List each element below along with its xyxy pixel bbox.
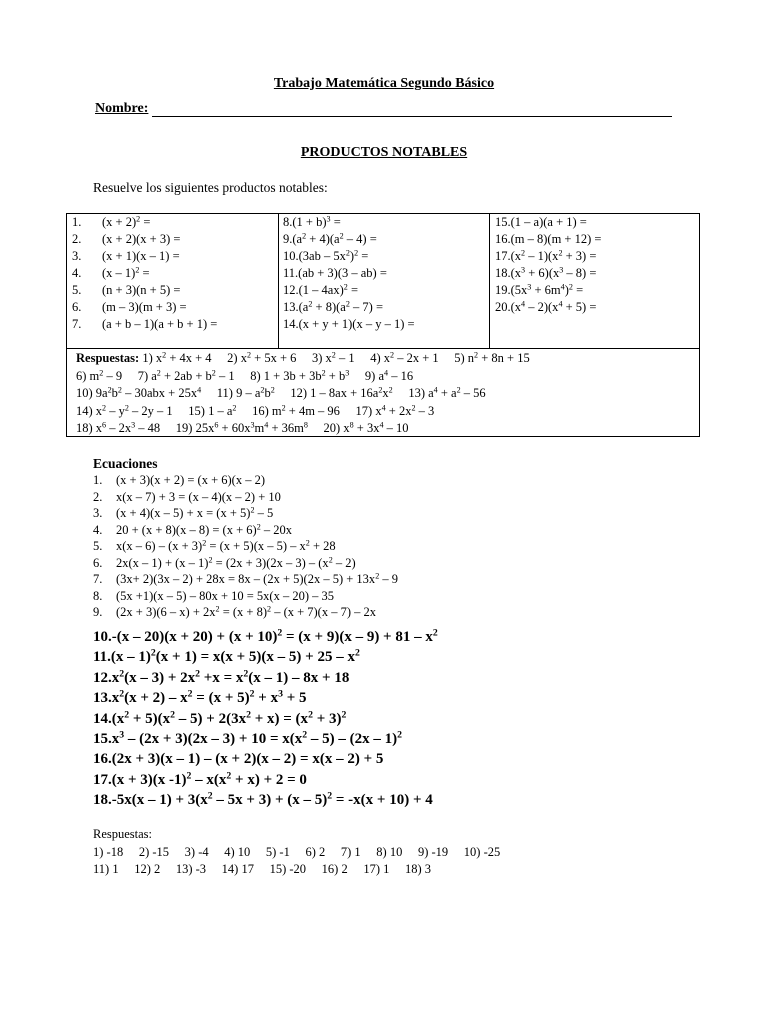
product-item-number: 3. [72,249,82,263]
equation-item-bold: $15.x^3 - (2x + 3)(2x - 3) + 10 = x(x^2 - 5) - (2x - 1)^2$ [93,729,402,748]
answer-text: 14) $x^2 - y^2 - 2y - 1$ 15) $1 - a^2$ 16) $m^2 + 4m - 96$ 17) $x^4 + 2x^2 - 3$ [76,403,435,418]
products-column-1 [67,214,279,348]
product-item-expression: (n + 3)(n + 5) = [102,283,181,297]
equation-item-number: 6. [93,555,103,570]
equation-item [93,588,398,605]
products-column-3 [490,214,699,348]
product-item [283,231,489,248]
equation-item-expression: $2x(x - 1) + (x - 1)^2 = (2x + 3)(2x - 3) - (x^2 - 2)$ [116,555,356,570]
answer-text: 18) $x^6 - 2x^3 - 48$ 19) $25x^6 + 60x^3m^4 + 36m^8$ 20) $x^8 + 3x^4 - 10$ [76,420,409,435]
product-item-expression: $(a^2 + 4)(a^2 - 4)$ = [292,231,377,246]
product-item-expression: $(x + 2)^2$ = [102,214,151,229]
equations-title: Ecuaciones [93,456,158,471]
product-item-expression: (m – 8)(m + 12) = [510,232,602,246]
product-item-number: 6. [72,300,82,314]
product-item [495,282,699,299]
products-table [66,213,700,437]
product-item-expression: $(5x^3 + 6m^4)^2$ = [510,282,584,297]
answer-line [76,350,696,368]
product-item-number: 20. [495,300,511,314]
equation-item-number: 8. [93,588,103,603]
answer-line [76,420,696,438]
equation-item [93,489,398,506]
product-item-number: 1. [72,215,82,229]
equation-item-number: 4. [93,522,103,537]
document-title: Trabajo Matemática Segundo Básico [273,76,495,91]
product-item-number: 9. [283,232,293,246]
product-item [283,214,489,231]
product-item-number: 10. [283,249,299,263]
equation-item-expression: (x + 3)(x + 2) = (x + 6)(x – 2) [116,473,265,487]
product-item-number: 14. [283,317,299,331]
product-item-expression: $(x^4 - 2)(x^4 + 5)$ = [510,299,597,314]
product-item-expression: $(x^2 - 1)(x^2 + 3)$ = [510,248,597,263]
product-item-number: 12. [283,283,299,297]
equations-answers [93,844,500,878]
equation-item-bold: $18.-5x(x - 1) + 3(x^2 - 5x + 3) + (x - 5)^2 = -x(x + 10) + 4$ [93,790,433,809]
product-item [495,299,699,316]
answer-text: 10) $9a^2b^2 - 30abx + 25x^4$ 11) $9 - a^2b^2$ 12) $1 - 8ax + 16a^2x^2$ 13) $a^4 + a^2 - 56$ [76,385,486,400]
product-item-expression: (x – 1)$^2$ = [102,265,150,280]
product-item-number: 17. [495,249,511,263]
product-item-expression: $(a^2 + 8)(a^2 - 7)$ = [298,299,383,314]
product-item-number: 7. [72,317,82,331]
product-item-expression: $(3ab - 5x^2)^2$ = [298,248,369,263]
equation-item [93,555,398,572]
answer-line: 11) 1 12) 2 13) -3 14) 17 15) -20 16) 2 17) 1 18) 3 [93,862,432,876]
equation-item [93,604,398,621]
equation-item-bold: $14.(x^2 + 5)(x^2 - 5) + 2(3x^2 + x) = (x^2 + 3)^2$ [93,709,347,727]
instruction-text: Resuelve los siguientes productos notables: [93,180,328,195]
equation-item-number: 9. [93,605,103,619]
product-item-expression: (1 – 4ax)$^2$ = [298,282,358,297]
equation-item-expression: $(x + 4)(x - 5) + x = (x + 5)^2 - 5$ [116,505,274,520]
name-underline [152,116,672,117]
product-item [72,265,278,282]
product-item-number: 16. [495,232,511,246]
equation-item-number: 5. [93,539,103,553]
equation-item-expression: $x(x - 6) - (x + 3)^2 = (x + 5)(x - 5) - x^2 + 28$ [116,538,336,553]
product-item [72,282,278,299]
product-item-number: 4. [72,266,82,280]
equation-item-bold: 16.(2x + 3)(x – 1) – (x + 2)(x – 2) = x(x – 2) + 5 [93,751,384,768]
product-item [283,282,489,299]
products-answers [76,350,696,438]
equation-item-expression: $(3x+ 2)(3x - 2) + 28x = 8x - (2x + 5)(2x - 5) + 13x^2 - 9$ [116,571,398,586]
product-item [283,316,489,333]
equation-item [93,538,398,555]
product-item [72,231,278,248]
answer-line: 1) -18 2) -15 3) -4 4) 10 5) -1 6) 2 7) 1 8) 10 9) -19 10) -25 [93,845,501,859]
product-item-number: 18. [495,266,511,280]
equations-list-small [93,472,398,621]
equation-item [93,505,398,522]
equation-item-number: 2. [93,489,103,504]
answer-line [76,385,696,403]
products-column-2 [279,214,490,348]
product-item [72,248,278,265]
product-item-expression: (m – 3)(m + 3) = [102,300,187,314]
table-divider [67,348,699,349]
product-item [72,299,278,316]
equation-item-number: 1. [93,473,103,487]
section-title: PRODUCTOS NOTABLES [300,145,468,160]
product-item [495,248,699,265]
product-item-number: 15. [495,215,511,229]
product-item [283,299,489,316]
name-field [95,101,148,117]
product-item [495,231,699,248]
product-item-number: 2. [72,232,82,246]
equation-item-bold: $12.x^2(x - 3) + 2x^2 +x = x^2(x - 1) - 8x + 18$ [93,668,350,686]
product-item [495,265,699,282]
equation-item-expression: (5x +1)(x – 5) – 80x + 10 = 5x(x – 20) – 35 [116,588,334,603]
product-item-expression: $(x^3 + 6)(x^3 - 8)$ = [510,265,597,280]
equations-answers-label: Respuestas: [93,827,153,841]
equation-item [93,472,398,489]
equation-item-bold: 17.(x + 3)(x $-1)^2 - x(x^2 + x) + 2 = 0$ [93,770,307,788]
equation-item-bold: $11.(x - 1)^2(x + 1) = x(x + 5)(x - 5) + 25 - x^2$ [93,648,360,666]
answers-label: Respuestas: [76,351,143,365]
equation-item-number: 3. [93,506,103,520]
product-item-expression: (ab + 3)(3 – ab) = [298,266,387,280]
product-item [72,214,278,231]
product-item-number: 19. [495,283,511,297]
answer-text: 6) $m^2 - 9$ 7) $a^2 + 2ab + b^2 - 1$ 8) $1 + 3b + 3b^2 + b^3$ 9) $a^4 - 16$ [76,368,414,383]
equation-item-expression: $20 + (x + 8)(x - 8) = (x + 6)^2 - 20x$ [116,522,292,537]
product-item-expression: (a + b – 1)(a + b + 1) = [102,317,218,331]
equation-item-expression: x(x – 7) + 3 = (x – 4)(x – 2) + 10 [116,489,281,504]
equation-item-bold: $13.x^2(x + 2) - x^2 = (x + 5)^2 + x^3 + 5$ [93,688,307,707]
product-item [283,248,489,265]
product-item [495,214,699,231]
product-item [72,316,278,333]
equation-item-bold: $10.-(x - 20)(x + 20) + (x + 10)^2 = (x + 9)(x - 9) + 81 - x^2$ [93,627,438,645]
equation-item [93,571,398,588]
name-label: Nombre: [95,101,149,116]
answer-line [76,403,696,421]
equation-item-expression: $(2x + 3)(6 - x) + 2x^2 = (x + 8)^2 - (x + 7)(x - 7) - 2x$ [116,604,377,619]
answer-text: 1) $x^2 + 4x + 4$ 2) $x^2 + 5x + 6$ 3) $x^2 - 1$ 4) $x^2 - 2x + 1$ 5) $n^2 + 8n + 15$ [142,350,530,365]
product-item [283,265,489,282]
equation-item-number: 7. [93,572,103,586]
product-item-expression: $(1 + b)^3$ = [292,214,341,229]
product-item-number: 8. [283,215,293,229]
equations-list-bold [93,627,438,811]
product-item-number: 5. [72,283,82,297]
product-item-expression: (x + 2)(x + 3) = [102,232,181,246]
product-item-expression: (1 – a)(a + 1) = [510,215,587,229]
answer-line [76,368,696,386]
product-item-number: 13. [283,300,299,314]
equation-item [93,522,398,539]
product-item-expression: (x + y + 1)(x – y – 1) = [298,317,415,331]
product-item-expression: (x + 1)(x – 1) = [102,249,180,263]
product-item-number: 11. [283,266,299,280]
